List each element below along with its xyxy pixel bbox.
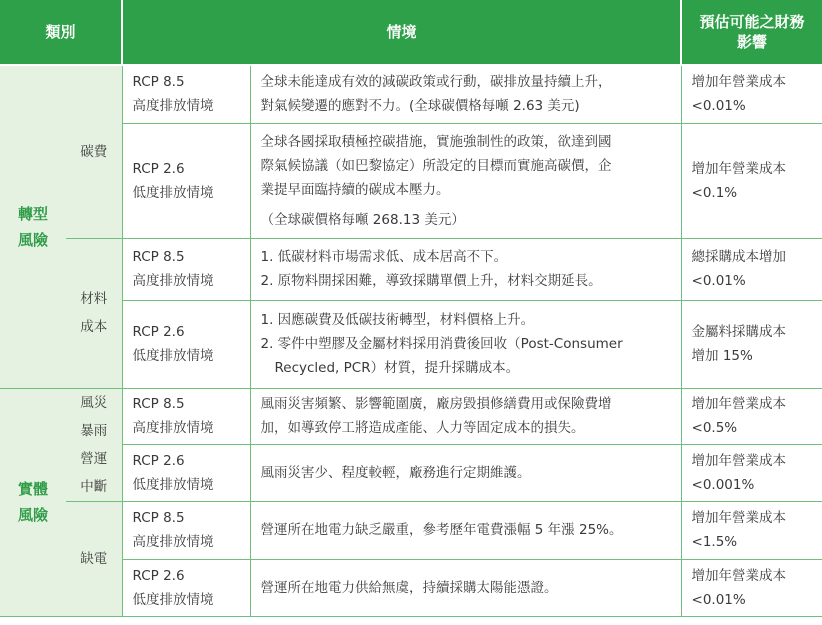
- table-row: [0, 300, 822, 388]
- scenario-cell: RCP 8.5 高度排放情境: [122, 388, 250, 444]
- table-row: [0, 123, 822, 238]
- table-row: [0, 444, 822, 501]
- description-cell: 1. 低碳材料市場需求低、成本居高不下。 2. 原物料開採困難，導致採購單價上升，材料交期延長。: [250, 238, 681, 300]
- scenario-cell: RCP 8.5 高度排放情境: [122, 65, 250, 123]
- scenario-cell: RCP 8.5 高度排放情境: [122, 501, 250, 559]
- table-row: [0, 559, 822, 616]
- table-row: [0, 501, 822, 559]
- table-row: [0, 388, 822, 444]
- impact-cell: 金屬料採購成本 增加 15%: [681, 300, 822, 388]
- header-scenario: 情境: [122, 0, 681, 65]
- description-cell: 營運所在地電力缺乏嚴重，參考歷年電費漲幅 5 年漲 25%。: [250, 501, 681, 559]
- subcategory-carbon-fee: 碳費: [66, 65, 122, 238]
- impact-cell: 增加年營業成本 <0.01%: [681, 65, 822, 123]
- scenario-cell: RCP 2.6 低度排放情境: [122, 444, 250, 501]
- subcategory-power-shortage: 缺電: [66, 501, 122, 616]
- impact-cell: 總採購成本增加 <0.01%: [681, 238, 822, 300]
- description-cell: 1. 因應碳費及低碳技術轉型，材料價格上升。 2. 零件中塑膠及金屬材料採用消費後回收（Post-Consumer Recycled, PCR）材質，提升採購成本。: [250, 300, 681, 388]
- subcategory-storm-disruption: 風災 暴雨 營運 中斷: [66, 388, 122, 501]
- impact-cell: 增加年營業成本 <0.1%: [681, 123, 822, 238]
- scenario-cell: RCP 8.5 高度排放情境: [122, 238, 250, 300]
- table-row: [0, 238, 822, 300]
- description-cell: 全球各國採取積極控碳措施，實施強制性的政策，欲達到國 際氣候協議（如巴黎協定）所設定的目標而實施高碳價，企 業提早面臨持續的碳成本壓力。 （全球碳價格每噸 268.13 美元）: [250, 123, 681, 238]
- impact-cell: 增加年營業成本 <0.001%: [681, 444, 822, 501]
- impact-cell: 增加年營業成本 <0.5%: [681, 388, 822, 444]
- header-row: [0, 0, 822, 65]
- impact-cell: 增加年營業成本 <0.01%: [681, 559, 822, 616]
- category-transition-risk: 轉型 風險: [0, 65, 66, 388]
- category-physical-risk: 實體 風險: [0, 388, 66, 616]
- scenario-cell: RCP 2.6 低度排放情境: [122, 559, 250, 616]
- scenario-cell: RCP 2.6 低度排放情境: [122, 300, 250, 388]
- description-cell: 全球未能達成有效的減碳政策或行動，碳排放量持續上升， 對氣候變遷的應對不力。(全球碳價格每噸 2.63 美元): [250, 65, 681, 123]
- description-cell: 風雨災害少、程度較輕，廠務進行定期維護。: [250, 444, 681, 501]
- impact-cell: 增加年營業成本 <1.5%: [681, 501, 822, 559]
- subcategory-material-cost: 材料 成本: [66, 238, 122, 388]
- scenario-cell: RCP 2.6 低度排放情境: [122, 123, 250, 238]
- description-cell: 營運所在地電力供給無虞，持續採購太陽能憑證。: [250, 559, 681, 616]
- header-category: 類別: [0, 0, 122, 65]
- header-impact: 預估可能之財務 影響: [681, 0, 822, 65]
- description-cell: 風雨災害頻繁、影響範圍廣，廠房毀損修繕費用或保險費增 加，如導致停工將造成產能、人力等固定成本的損失。: [250, 388, 681, 444]
- table-row: [0, 65, 822, 123]
